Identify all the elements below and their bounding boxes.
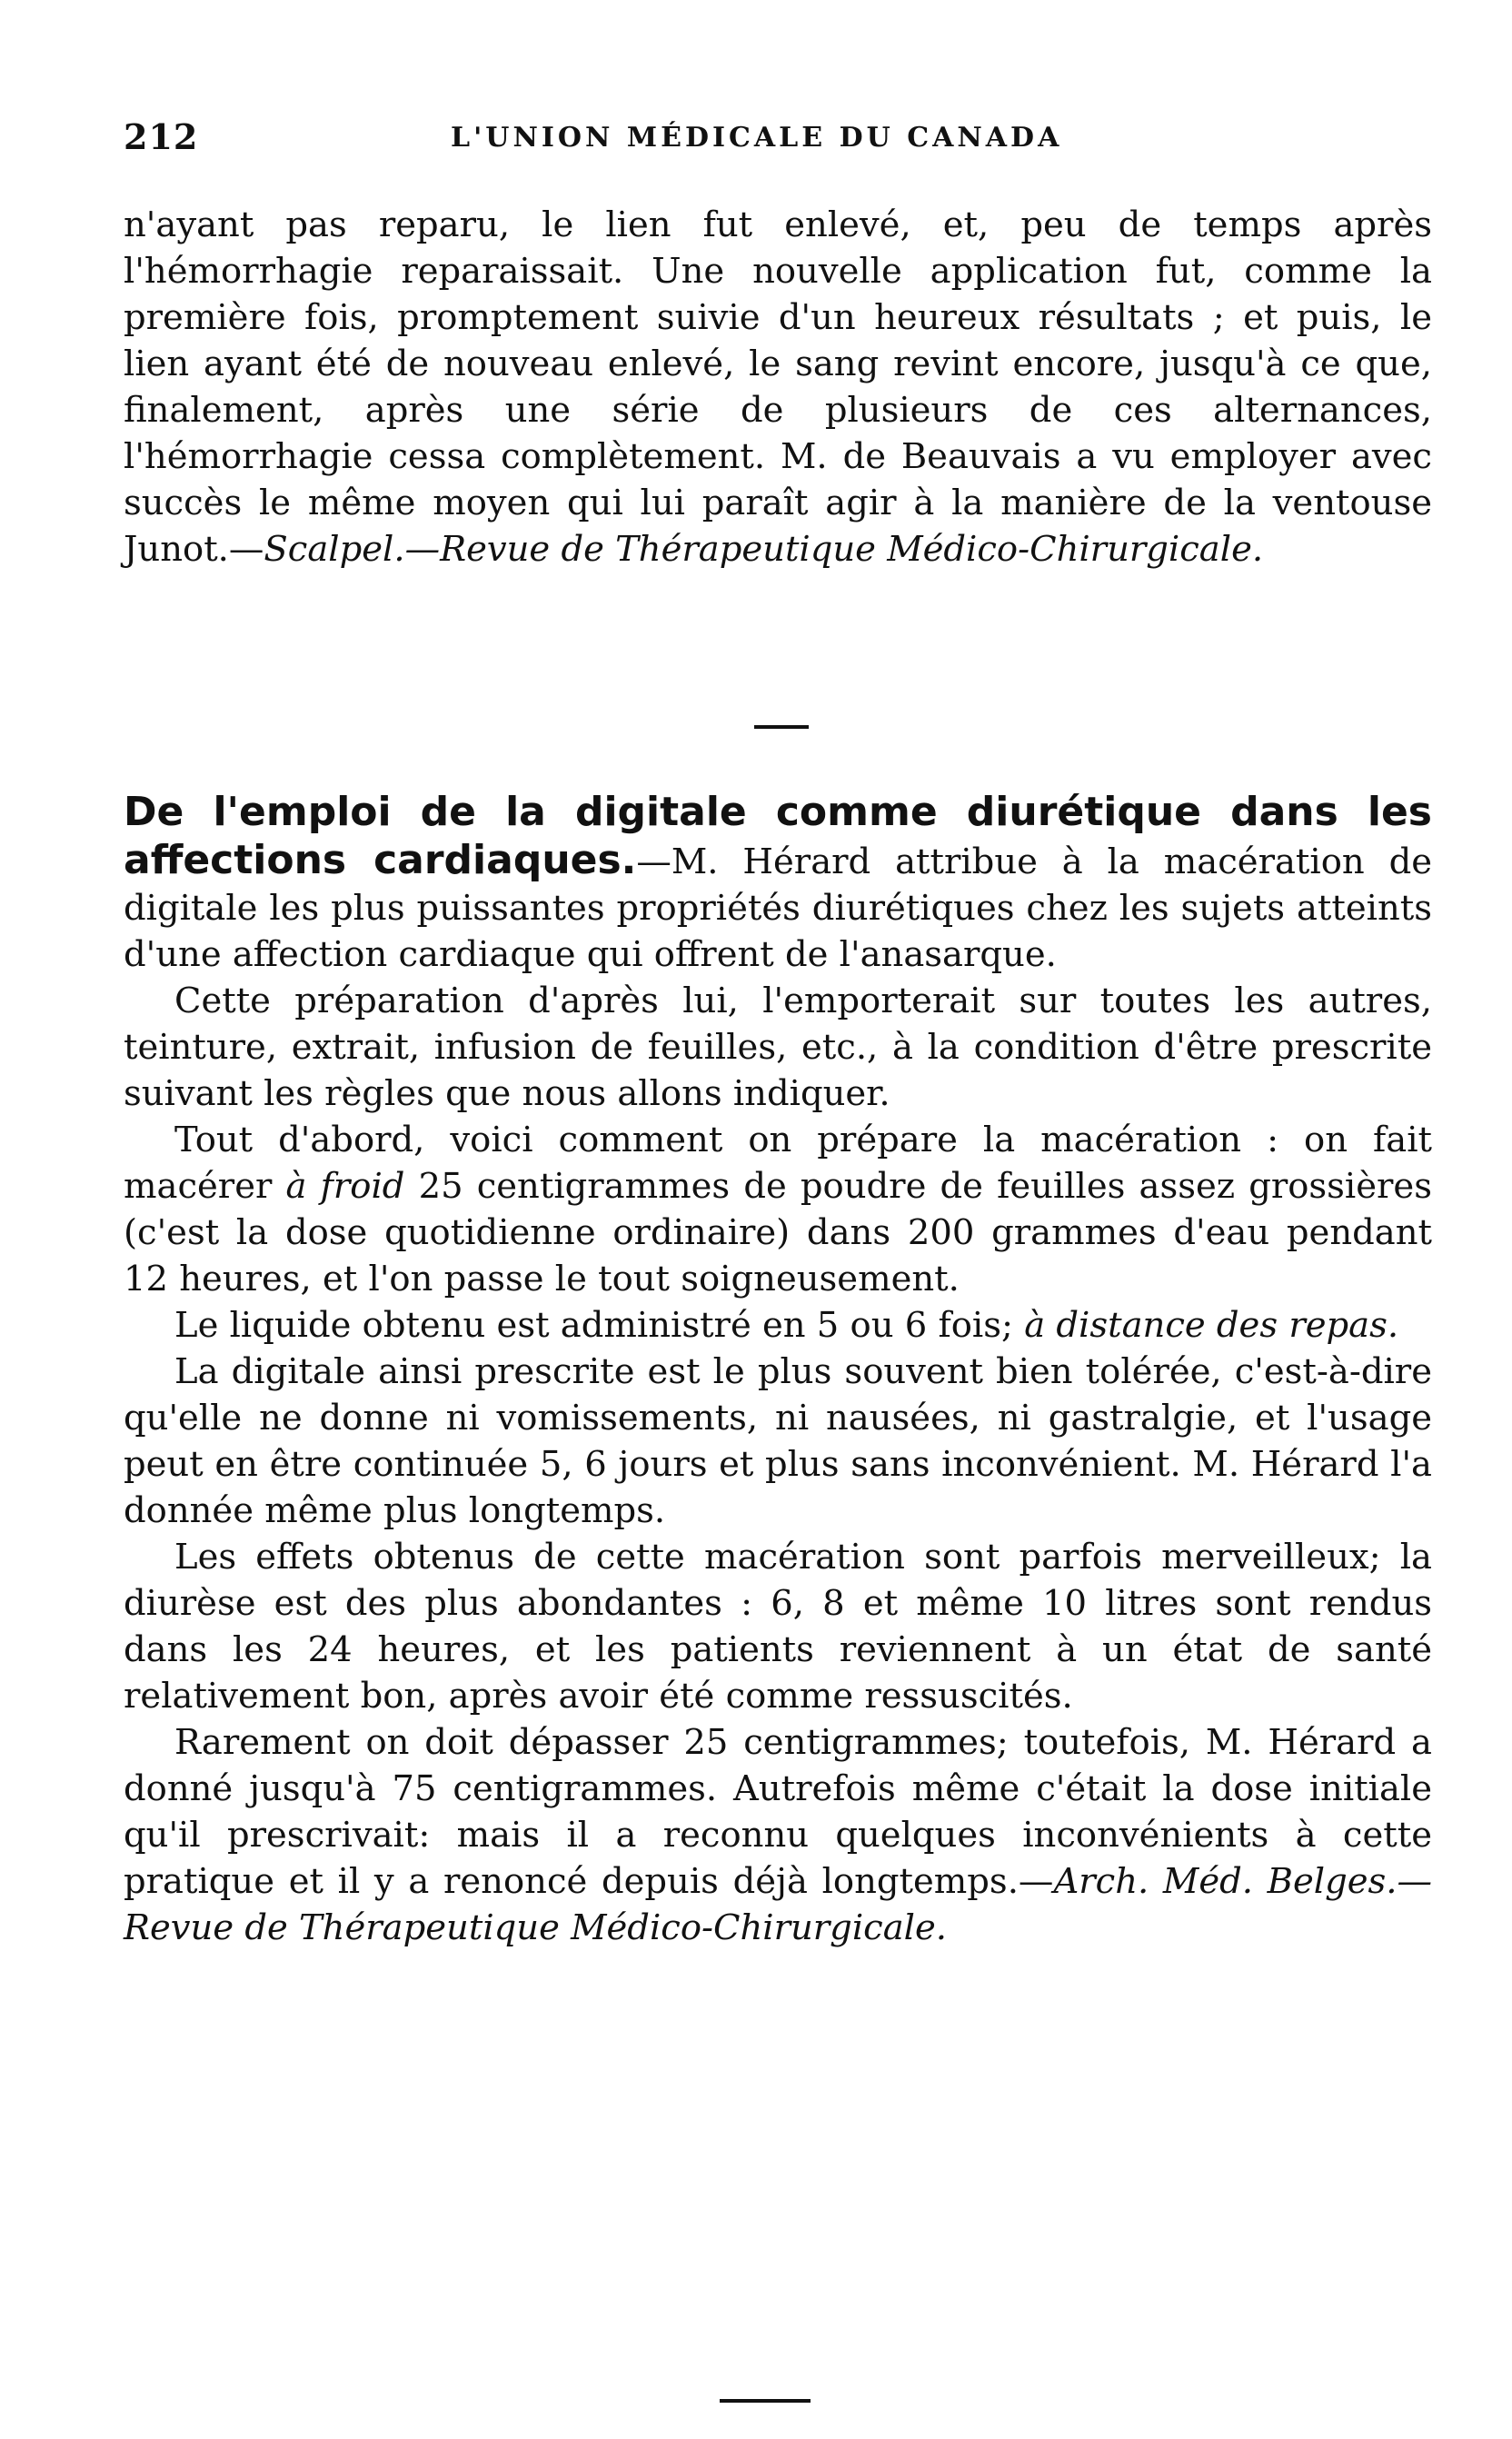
paragraph-preparation: Cette préparation d'après lui, l'emporterait sur toutes les autres, teinture, extrait, infusion de feuilles, etc., à la condition d'être prescrite suivant les règles que nous allons indiquer. xyxy=(124,981,1432,1114)
end-divider xyxy=(720,2399,811,2403)
page-number: 212 xyxy=(124,116,199,157)
administration-italic: à distance des repas. xyxy=(1024,1305,1399,1346)
paragraph-maceration xyxy=(124,1117,1432,1302)
paragraph-tolerance: La digitale ainsi prescrite est le plus souvent bien tolérée, c'est-à-dire qu'elle ne donne ni vomissements, ni nausées, ni gastralgie, et l'usage peut en être continuée 5, 6 jours et plus sans inconvénient. M. Hérard l'a donnée même plus longtemps. xyxy=(124,1351,1432,1531)
article-lead-text: —M. Hérard attribue à la macération de digitale les plus puissantes propriétés diurétiques chez les sujets atteints d'une affection cardiaque qui offrent de l'anasarque. xyxy=(124,841,1432,975)
running-header xyxy=(124,116,1441,171)
maceration-italic: à froid xyxy=(285,1166,405,1207)
journal-title: L'UNION MÉDICALE DU CANADA xyxy=(451,122,1063,154)
maceration-text-end: 25 centigrammes de poudre de feuilles assez grossières (c'est la dose quotidienne ordinaire) dans 200 grammes d'eau pendant 12 heures, et l'on passe le tout soigneusement. xyxy=(124,1166,1432,1299)
dosage-source: Arch. Méd. Belges.—Revue de Thérapeutique Médico-Chirurgicale. xyxy=(124,1861,1433,1948)
administration-text: Le liquide obtenu est administré en 5 ou 6 fois; xyxy=(174,1305,1013,1346)
continued-text: n'ayant pas reparu, le lien fut enlevé, et, peu de temps après l'hémorrhagie reparaissait. Une nouvelle application fut, comme la première fois, promptement suivie d'un heureux résultats ; et puis, le lien ayant été de nouveau enlevé, le sang revint encore, jusqu'à ce que, finalement, après une série de plusieurs de ces alternances, l'hémorrhagie cessa complètement. M. de Beauvais a vu employer avec succès le même moyen qui lui paraît agir à la manière de la ventouse Junot.— xyxy=(124,204,1432,570)
maceration-text-start: Tout d'abord, voici comment on prépare la macération : on fait macérer xyxy=(124,1120,1432,1207)
paragraph-dosage xyxy=(124,1719,1432,1951)
dosage-text: Rarement on doit dépasser 25 centigrammes; toutefois, M. Hérard a donné jusqu'à 75 centigrammes. Autrefois même c'était la dose initiale qu'il prescrivait: mais il a reconnu quelques inconvénients à cette pratique et il y a renoncé depuis déjà longtemps.— xyxy=(124,1722,1432,1902)
continued-article xyxy=(124,202,1432,572)
continued-source: Scalpel.—Revue de Thérapeutique Médico-Chirurgicale. xyxy=(264,529,1264,570)
digitale-article xyxy=(124,789,1432,1951)
paragraph-effects: Les effets obtenus de cette macération sont parfois merveilleux; la diurèse est des plus abondantes : 6, 8 et même 10 litres sont rendus dans les 24 heures, et les patients reviennent à un état de santé relativement bon, après avoir été comme ressuscités. xyxy=(124,1537,1432,1717)
article-lead-paragraph xyxy=(124,789,1432,978)
article-headline: De l'emploi de la digitale comme diurétique dans les affections cardiaques. xyxy=(124,789,1432,883)
section-divider xyxy=(754,725,809,729)
paragraph-administration xyxy=(124,1302,1432,1349)
